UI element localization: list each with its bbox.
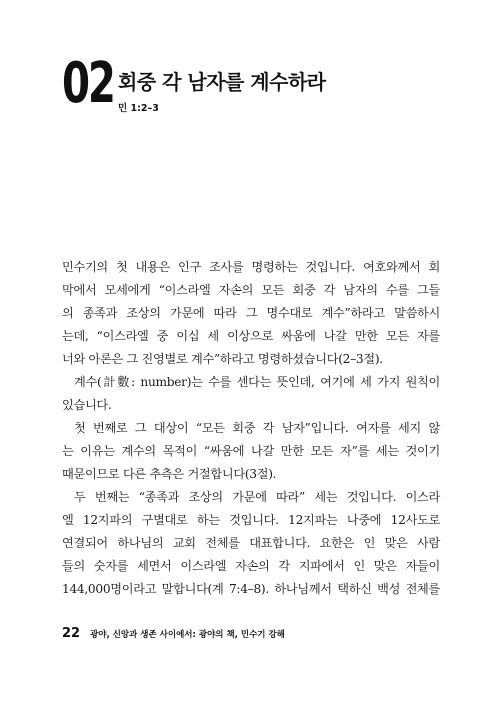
body-line: 때문이므로 다른 추측은 거절합니다(3절).: [62, 467, 277, 481]
body-line: 민수기의 첫 내용은 인구 조사를 명령하는 것입니다. 여호와께서 회: [62, 260, 440, 274]
body-line: 의 종족과 조상의 가문에 따라 그 명수대로 계수”하라고 말씀하시: [62, 306, 440, 320]
running-head: 광야, 신앙과 생존 사이에서: 광야의 책, 민수기 강해: [90, 630, 285, 640]
body-text: [62, 256, 440, 601]
body-line: 막에서 모세에게 “이스라엘 자손의 모든 회중 각 남자의 수를 그들: [62, 283, 440, 297]
chapter-number: 02: [62, 51, 114, 116]
body-line: 는 이유는 계수의 목적이 “싸움에 나갈 만한 모든 자”를 세는 것이기: [62, 444, 440, 458]
page-number: 22: [62, 626, 81, 641]
chapter-title: 회중 각 남자를 계수하라: [118, 70, 326, 94]
scripture-reference: 민 1:2–3: [118, 103, 159, 114]
body-line: 있습니다.: [62, 398, 112, 412]
body-line: 연결되어 하나님의 교회 전체를 대표합니다. 요한은 인 맞은 사람: [62, 536, 440, 550]
body-line: 들의 숫자를 세면서 이스라엘 자손의 각 지파에서 인 맞은 자들이: [62, 559, 440, 573]
body-line: 계수(計數: number)는 수를 센다는 뜻인데, 여기에 세 가지 원칙이: [74, 375, 440, 389]
page-footer: [62, 626, 285, 641]
body-line: 는데, “이스라엘 중 이십 세 이상으로 싸움에 나갈 만한 모든 자를: [62, 329, 440, 343]
body-line: 엘 12지파의 구별대로 하는 것입니다. 12지파는 나중에 12사도로: [62, 513, 440, 527]
body-line: 두 번째는 “종족과 조상의 가문에 따라” 세는 것입니다. 이스라: [74, 490, 440, 504]
body-line: 144,000명이라고 말합니다(계 7:4–8). 하나님께서 택하신 백성 전체를: [62, 582, 440, 596]
body-line: 첫 번째로 그 대상이 “모든 회중 각 남자”입니다. 여자를 세지 않: [74, 421, 440, 435]
body-line: 너와 아론은 그 진영별로 계수”하라고 명령하셨습니다(2–3절).: [62, 352, 383, 366]
